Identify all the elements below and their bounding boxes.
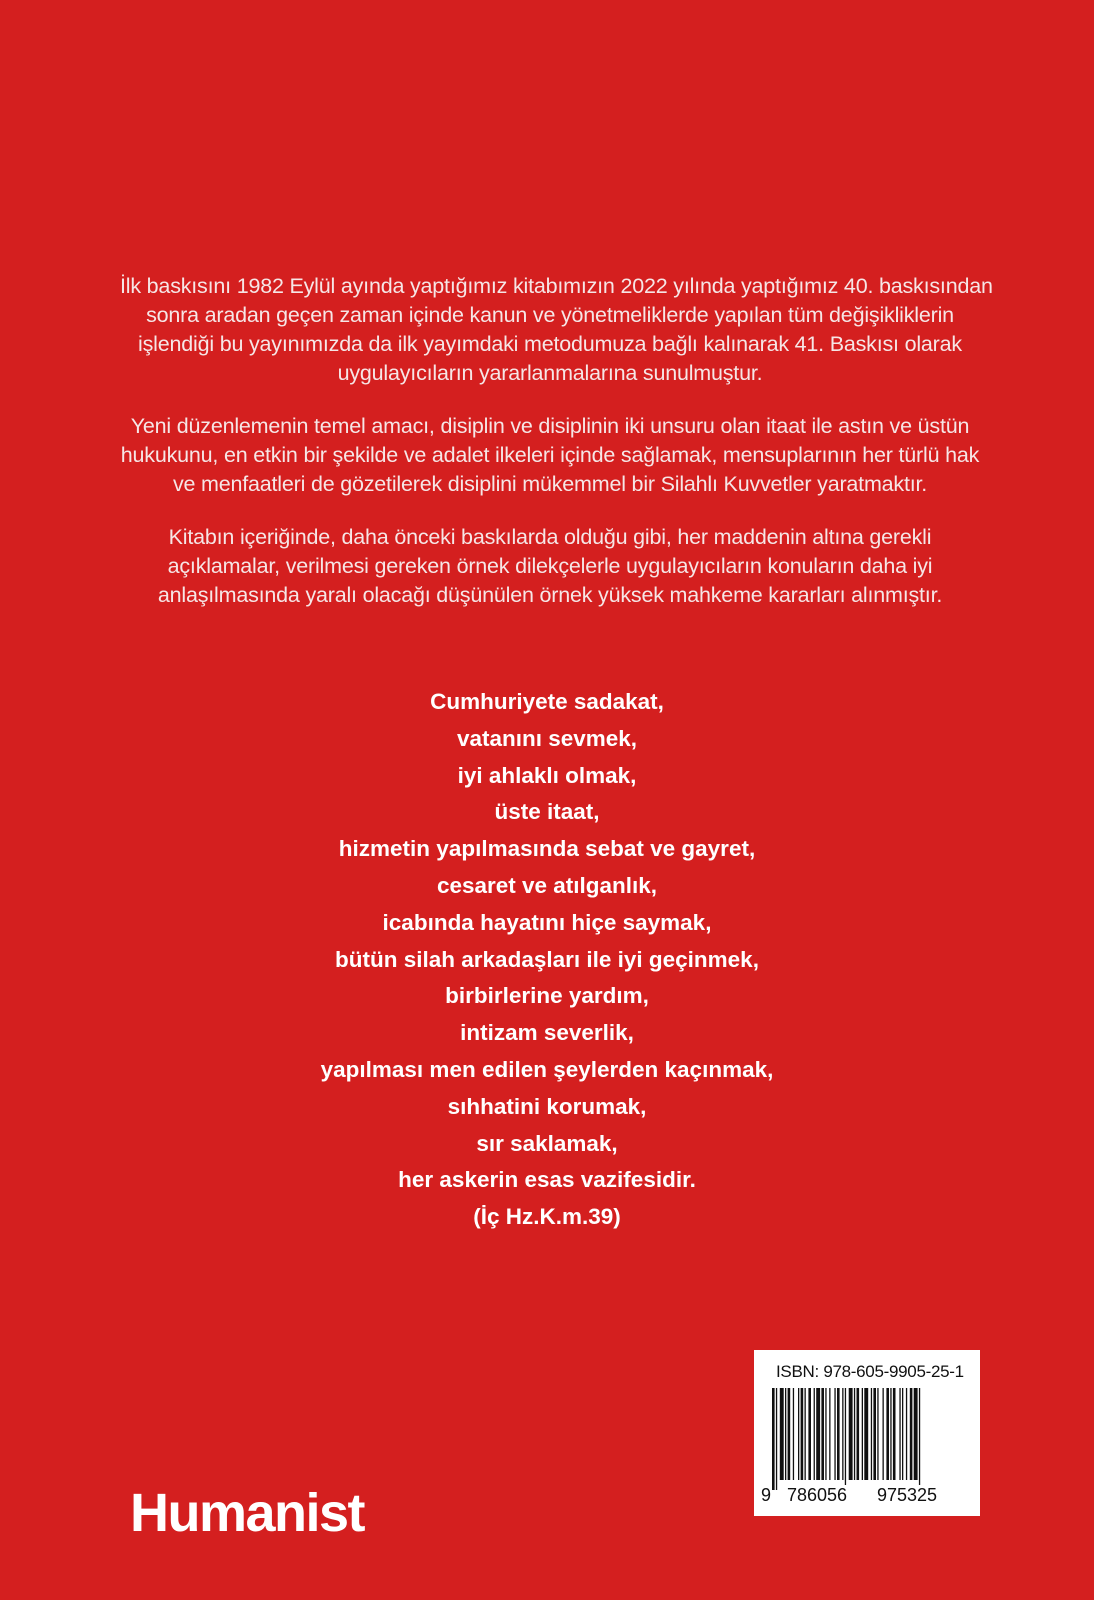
text-line: hukukunu, en etkin bir şekilde ve adalet ilkeleri içinde sağlamak, mensuplarının her türlü hak <box>120 443 980 467</box>
text-line: İlk baskısını 1982 Eylül ayında yaptığımız kitabımızın 2022 yılında yaptığımız 40. baskısından <box>120 274 993 298</box>
text-line: açıklamalar, verilmesi gereken örnek dilekçelerle uygulayıcıların konuların daha iyi <box>167 554 933 578</box>
creed-line: birbirlerine yardım, <box>445 983 649 1009</box>
intro-paragraph-2 <box>120 412 980 499</box>
barcode-label <box>754 1350 980 1516</box>
barcode-digit-lead: 9 <box>761 1485 772 1505</box>
barcode-digits <box>760 1483 974 1507</box>
barcode-digits-left: 786056 <box>787 1485 848 1505</box>
creed-source: (İç Hz.K.m.39) <box>473 1204 621 1230</box>
creed-line: vatanını sevmek, <box>456 725 638 751</box>
creed-line: bütün silah arkadaşları ile iyi geçinmek, <box>335 946 759 972</box>
barcode-digits-right: 975325 <box>877 1485 938 1505</box>
creed-line: her askerin esas vazifesidir. <box>398 1167 696 1193</box>
intro-paragraph-3 <box>120 523 980 610</box>
text-line: sonra aradan geçen zaman içinde kanun ve yönetmeliklerde yapılan tüm değişikliklerin <box>146 303 954 327</box>
intro-paragraph-1 <box>120 272 993 388</box>
text-line: işlendiği bu yayınımızda da ilk yayımdaki metodumuza bağlı kalınarak 41. Baskısı olarak <box>138 332 962 356</box>
creed-list <box>247 684 847 1236</box>
text-line: ve menfaatleri de gözetilerek disiplini mükemmel bir Silahlı Kuvvetler yaratmaktır. <box>172 472 928 496</box>
creed-line: iyi ahlaklı olmak, <box>457 762 637 788</box>
creed-line: Cumhuriyete sadakat, <box>430 689 664 714</box>
text-line: Yeni düzenlemenin temel amacı, disiplin ve disiplinin iki unsuru olan itaat ile astın ve üstün <box>130 414 970 438</box>
creed-line: üste itaat, <box>494 799 600 825</box>
text-line: Kitabın içeriğinde, daha önceki baskılarda olduğu gibi, her maddenin altına gerekli <box>168 525 932 549</box>
intro-text <box>120 272 993 634</box>
creed-line: sıhhatini korumak, <box>447 1093 647 1119</box>
publisher-logo: Humanist <box>130 1483 365 1543</box>
creed-line: yapılması men edilen şeylerden kaçınmak, <box>320 1056 774 1082</box>
isbn-number: ISBN: 978-605-9905-25-1 <box>776 1362 964 1381</box>
text-line: anlaşılmasında yaralı olacağı düşünülen örnek yüksek mahkeme kararları alınmıştır. <box>157 583 943 607</box>
text-line: uygulayıcıların yararlanmalarına sunulmuştur. <box>337 361 763 385</box>
barcode-icon <box>772 1388 968 1490</box>
creed-line: cesaret ve atılganlık, <box>436 872 658 898</box>
creed-line: intizam severlik, <box>460 1020 634 1046</box>
creed-line: hizmetin yapılmasında sebat ve gayret, <box>338 836 756 862</box>
creed-line: icabında hayatını hiçe saymak, <box>382 909 712 935</box>
creed-line: sır saklamak, <box>476 1130 618 1156</box>
